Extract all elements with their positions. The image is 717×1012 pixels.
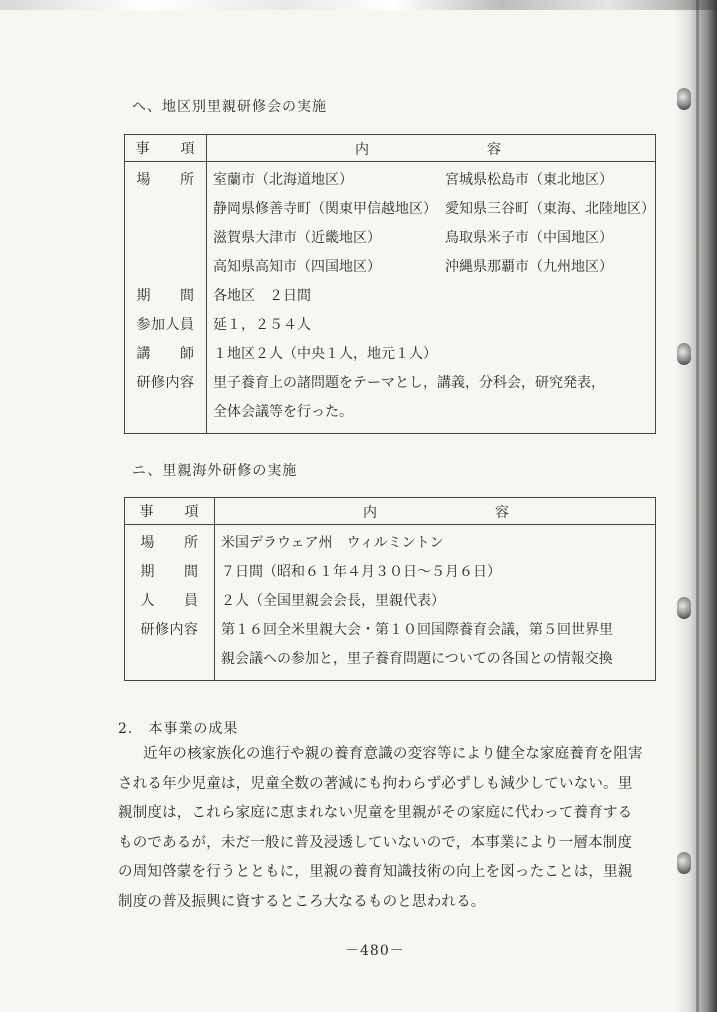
results-paragraph — [118, 740, 643, 917]
header-content-2: 容 — [487, 142, 501, 158]
place-line: 滋賀県大津市（近畿地区） 鳥取県米子市（中国地区） — [213, 230, 613, 246]
binder-ring-icon — [677, 597, 691, 619]
paragraph-line: される年少児童は，児童全数の著減にも拘わらず必ずしも減少していない。里 — [118, 775, 633, 792]
overseas-table — [124, 497, 656, 681]
content-value: 第１６回全米里親大会・第１０回国際養育会議，第５回世界里 — [221, 622, 613, 638]
content-value-cont: 全体会議等を行った。 — [213, 404, 353, 420]
section-ni-heading: ニ、里親海外研修の実施 — [132, 463, 298, 479]
table-header-row — [125, 135, 656, 162]
header-item: 事 項 — [125, 498, 215, 525]
table-row — [125, 162, 656, 434]
paragraph-line: 近年の核家族化の進行や親の養育意識の変容等により健全な家庭養育を阻害 — [143, 746, 643, 762]
participants-value: 延１，２５４人 — [213, 317, 311, 333]
header-content-1: 内 — [363, 505, 377, 521]
table-row — [125, 525, 656, 681]
paragraph-line: の周知啓蒙を行うとともに，里親の養育知識技術の向上を図ったことは，里親 — [118, 864, 633, 880]
header-item: 事 項 — [125, 135, 207, 162]
header-content-2: 容 — [495, 505, 509, 521]
lecturer-value: １地区２人（中央１人，地元１人） — [213, 346, 437, 362]
page-number: －480－ — [345, 943, 405, 959]
binder-ring-icon — [677, 852, 691, 874]
header-content-1: 内 — [355, 142, 369, 158]
row-label-content: 研修内容 — [136, 375, 195, 391]
binder-edge — [696, 0, 699, 1012]
period-value: 各地区 ２日間 — [213, 288, 311, 304]
content-value: 里子養育上の諸問題をテーマとし，講義，分科会，研究発表， — [213, 375, 605, 391]
paragraph-line: 親制度は，これら家庭に恵まれない児童を里親がその家庭に代わって養育する — [118, 805, 633, 821]
paragraph-line: ものであるが，未だ一般に普及浸透していないので，本事業により一層本制度 — [118, 834, 633, 851]
period-value: ７日間（昭和６１年４月３０日～５月６日） — [221, 564, 501, 580]
members-value: ２人（全国里親会会長，里親代表） — [221, 593, 445, 609]
row-label-period: 期 間 — [140, 564, 199, 580]
row-label-participants: 参加人員 — [136, 317, 195, 333]
binder-ring-icon — [677, 88, 691, 110]
scan-top-edge — [0, 0, 717, 10]
seminar-table — [124, 134, 656, 434]
row-label-period: 期 間 — [136, 288, 195, 304]
place-line: 高知県高知市（四国地区） 沖縄県那覇市（九州地区） — [213, 259, 613, 275]
place-line: 静岡県修善寺町（関東甲信越地区） 愛知県三谷町（東海、北陸地区） — [213, 201, 655, 217]
row-label-content: 研修内容 — [140, 622, 199, 638]
content-value-cont: 親会議への参加と，里子養育問題についての各国との情報交換 — [221, 651, 613, 667]
header-content — [207, 135, 656, 162]
section-he-heading: へ、地区別里親研修会の実施 — [132, 99, 327, 115]
row-label-place: 場 所 — [136, 172, 195, 188]
row-label-place: 場 所 — [140, 535, 199, 551]
place-value: 米国デラウェア州 ウィルミントン — [221, 535, 444, 551]
results-heading: 2. 本事業の成果 — [118, 721, 239, 737]
place-line: 室蘭市（北海道地区） 宮城県松島市（東北地区） — [213, 172, 613, 188]
row-label-lecturer: 講 師 — [136, 346, 195, 362]
table-header-row — [125, 498, 656, 525]
binder-ring-icon — [677, 343, 691, 365]
paragraph-line: 制度の普及振興に資するところ大なるものと思われる。 — [118, 893, 486, 910]
header-content — [215, 498, 656, 525]
row-label-members: 人 員 — [140, 593, 199, 609]
